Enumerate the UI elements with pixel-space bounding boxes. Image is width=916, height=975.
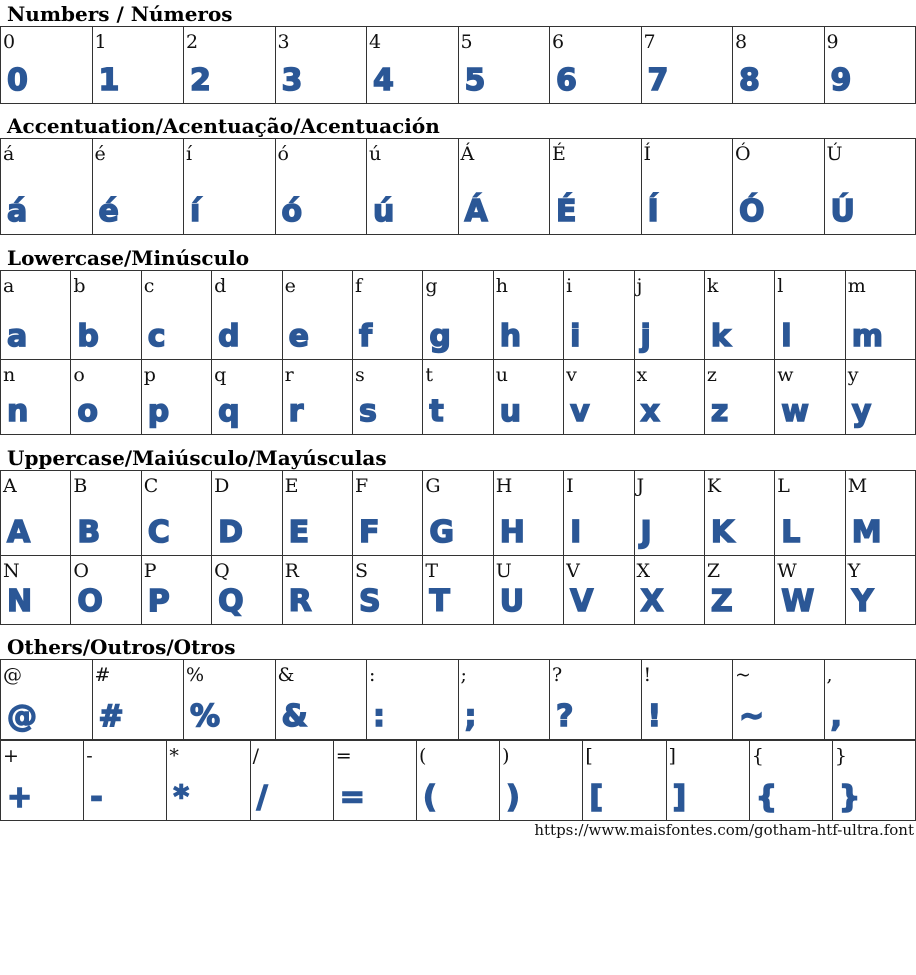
glyph-cell (493, 556, 563, 624)
glyph-cell (458, 660, 550, 739)
glyph-sample: B (77, 515, 101, 550)
glyph-label: # (94, 664, 111, 686)
glyph-cell (704, 471, 774, 555)
glyph-sample: d (218, 319, 240, 354)
glyph-label: 0 (3, 31, 16, 53)
glyph-sample: í (190, 194, 201, 229)
glyph-label: k (706, 275, 719, 297)
glyph-label: é (94, 143, 106, 165)
glyph-cell (83, 741, 166, 820)
glyph-sample: t (429, 394, 444, 429)
glyph-label: } (834, 745, 847, 767)
glyph-cell (549, 27, 641, 103)
glyph-cell (282, 360, 352, 434)
glyph-sample: y (851, 394, 872, 429)
glyph-cell (458, 139, 550, 234)
glyph-label: H (495, 475, 513, 497)
glyph-cell (563, 471, 633, 555)
glyph-label: W (777, 560, 797, 582)
glyph-sample: - (90, 780, 103, 815)
glyph-label: j (636, 275, 643, 297)
glyph-label: Q (214, 560, 230, 582)
glyph-sample: x (640, 394, 660, 429)
glyph-cell (183, 139, 275, 234)
glyph-sample: N (7, 584, 33, 619)
glyph-label: E (284, 475, 299, 497)
glyph-cell (824, 139, 916, 234)
glyph-sample: , (830, 699, 842, 734)
glyph-label: ú (369, 143, 382, 165)
glyph-label: y (847, 364, 859, 386)
glyph-label: g (425, 275, 438, 297)
glyph-cell (0, 556, 70, 624)
glyph-sample: Y (851, 584, 874, 619)
glyph-sample: = (339, 780, 365, 815)
glyph-cell (549, 660, 641, 739)
glyph-sample: b (77, 319, 99, 354)
glyph-cell (211, 360, 281, 434)
glyph-sample: w (781, 394, 810, 429)
glyph-sample: & (281, 699, 308, 734)
glyph-sample: h (499, 319, 522, 354)
section-heading: Numbers / Números (7, 2, 233, 26)
glyph-cell (211, 556, 281, 624)
glyph-row (0, 359, 916, 435)
glyph-label: V (566, 560, 580, 582)
glyph-sample: Q (218, 584, 244, 619)
glyph-sample: G (429, 515, 454, 550)
glyph-sample: ? (556, 699, 574, 734)
glyph-sample: C (147, 515, 170, 550)
glyph-cell (666, 741, 749, 820)
glyph-cell (352, 271, 422, 359)
glyph-sample: K (710, 515, 735, 550)
glyph-sample: L (781, 515, 801, 550)
glyph-sample: i (570, 319, 581, 354)
glyph-cell (563, 556, 633, 624)
glyph-label: B (73, 475, 88, 497)
section-heading: Accentuation/Acentuação/Acentuación (7, 114, 440, 138)
glyph-sample: s (358, 394, 377, 429)
glyph-label: / (252, 745, 259, 767)
glyph-label: T (425, 560, 439, 582)
glyph-sample: J (640, 515, 652, 550)
glyph-cell (641, 660, 733, 739)
glyph-label: J (636, 475, 645, 497)
glyph-label: w (777, 364, 794, 386)
glyph-label: G (425, 475, 441, 497)
glyph-cell (275, 139, 367, 234)
glyph-label: s (354, 364, 365, 386)
glyph-label: 1 (94, 31, 107, 53)
glyph-label: 4 (369, 31, 382, 53)
glyph-label: , (826, 664, 833, 686)
glyph-label: a (3, 275, 15, 297)
glyph-label: ó (277, 143, 289, 165)
glyph-label: F (354, 475, 369, 497)
glyph-cell (141, 360, 211, 434)
glyph-sample: T (429, 584, 450, 619)
glyph-sample: 4 (373, 63, 394, 98)
glyph-label: r (284, 364, 294, 386)
glyph-row (0, 270, 916, 360)
glyph-cell (634, 271, 704, 359)
glyph-sample: 5 (464, 63, 486, 98)
glyph-label: m (847, 275, 866, 297)
section-heading: Others/Outros/Otros (7, 635, 236, 659)
glyph-cell (183, 660, 275, 739)
glyph-label: ( (418, 745, 427, 767)
glyph-cell (549, 139, 641, 234)
glyph-label: 7 (643, 31, 656, 53)
glyph-cell (824, 27, 916, 103)
glyph-cell (641, 139, 733, 234)
glyph-label: S (354, 560, 368, 582)
glyph-cell (774, 471, 844, 555)
glyph-cell (92, 27, 184, 103)
glyph-cell (250, 741, 333, 820)
glyph-cell (0, 271, 70, 359)
glyph-sample: Ú (830, 194, 855, 229)
glyph-sample: É (556, 194, 577, 229)
glyph-label: u (495, 364, 508, 386)
glyph-cell (634, 556, 704, 624)
glyph-label: x (636, 364, 648, 386)
glyph-cell (141, 556, 211, 624)
glyph-cell (282, 471, 352, 555)
glyph-sample: ó (281, 194, 303, 229)
glyph-label: ] (668, 745, 676, 767)
glyph-sample: v (570, 394, 590, 429)
glyph-sample: 3 (281, 63, 303, 98)
glyph-sample: : (373, 699, 385, 734)
glyph-cell (493, 471, 563, 555)
glyph-sample: p (147, 394, 170, 429)
glyph-sample: Í (647, 194, 659, 229)
glyph-cell (166, 741, 249, 820)
glyph-sample: 2 (190, 63, 211, 98)
glyph-sample: z (710, 394, 729, 429)
glyph-label: 6 (552, 31, 565, 53)
glyph-label: n (3, 364, 16, 386)
glyph-label: & (277, 664, 295, 686)
glyph-sample: F (358, 515, 380, 550)
glyph-cell (141, 271, 211, 359)
glyph-cell (0, 139, 92, 234)
glyph-label: 5 (460, 31, 473, 53)
glyph-cell (92, 139, 184, 234)
glyph-sample: [ (589, 780, 604, 815)
glyph-row (0, 138, 916, 235)
glyph-cell (824, 660, 916, 739)
glyph-label: e (284, 275, 296, 297)
glyph-cell (704, 271, 774, 359)
glyph-label: A (3, 475, 17, 497)
glyph-cell (211, 271, 281, 359)
glyph-sample: é (98, 194, 119, 229)
glyph-cell (634, 360, 704, 434)
glyph-cell (352, 556, 422, 624)
glyph-cell (774, 271, 844, 359)
glyph-label: = (335, 745, 352, 767)
glyph-cell (183, 27, 275, 103)
source-url: https://www.maisfontes.com/gotham-htf-ultra.font (534, 821, 914, 839)
glyph-sample: r (288, 394, 304, 429)
glyph-label: P (143, 560, 157, 582)
glyph-cell (732, 139, 824, 234)
glyph-cell (275, 27, 367, 103)
glyph-label: q (214, 364, 227, 386)
glyph-cell (416, 741, 499, 820)
glyph-label: [ (585, 745, 593, 767)
glyph-cell (366, 660, 458, 739)
glyph-label: d (214, 275, 227, 297)
glyph-cell (282, 556, 352, 624)
glyph-label: 3 (277, 31, 290, 53)
glyph-cell (704, 360, 774, 434)
glyph-cell (704, 556, 774, 624)
glyph-cell (493, 360, 563, 434)
glyph-label: @ (3, 664, 22, 686)
glyph-row (0, 26, 916, 104)
glyph-cell (832, 741, 916, 820)
glyph-cell (563, 271, 633, 359)
glyph-label: % (186, 664, 205, 686)
glyph-cell (0, 360, 70, 434)
glyph-cell (845, 471, 916, 555)
glyph-sample: 7 (647, 63, 669, 98)
glyph-row (0, 470, 916, 556)
glyph-label: c (143, 275, 155, 297)
glyph-label: Á (460, 143, 475, 165)
glyph-label: v (566, 364, 577, 386)
glyph-sample: R (288, 584, 312, 619)
glyph-label: ; (460, 664, 467, 686)
glyph-label: l (777, 275, 784, 297)
glyph-sample: 0 (7, 63, 28, 98)
glyph-label: M (847, 475, 868, 497)
glyph-sample: f (358, 319, 373, 354)
glyph-label: N (3, 560, 20, 582)
glyph-label: z (706, 364, 717, 386)
glyph-label: K (706, 475, 722, 497)
glyph-cell (70, 471, 140, 555)
glyph-label: f (354, 275, 362, 297)
glyph-cell (0, 660, 92, 739)
glyph-label: t (425, 364, 433, 386)
glyph-label: D (214, 475, 230, 497)
glyph-sample: I (570, 515, 582, 550)
glyph-cell (634, 471, 704, 555)
glyph-sample: ! (647, 699, 662, 734)
glyph-label: ! (643, 664, 652, 686)
glyph-sample: X (640, 584, 664, 619)
glyph-cell (282, 271, 352, 359)
glyph-sample: E (288, 515, 310, 550)
glyph-sample: / (256, 780, 268, 815)
glyph-cell (0, 27, 92, 103)
glyph-label: I (566, 475, 574, 497)
glyph-label: o (73, 364, 85, 386)
glyph-sample: Á (464, 194, 488, 229)
glyph-label: Ó (735, 143, 751, 165)
glyph-sample: ú (373, 194, 395, 229)
glyph-label: Ú (826, 143, 843, 165)
glyph-cell (92, 660, 184, 739)
glyph-label: { (751, 745, 764, 767)
glyph-label: 9 (826, 31, 839, 53)
glyph-cell (749, 741, 832, 820)
glyph-cell (774, 556, 844, 624)
glyph-sample: A (7, 515, 31, 550)
glyph-sample: o (77, 394, 99, 429)
glyph-sample: ( (422, 780, 437, 815)
glyph-cell (333, 741, 416, 820)
glyph-label: U (495, 560, 512, 582)
glyph-sample: j (640, 319, 651, 354)
glyph-cell (732, 27, 824, 103)
glyph-sample: ~ (739, 699, 765, 734)
glyph-sample: e (288, 319, 309, 354)
glyph-cell (774, 360, 844, 434)
glyph-label: á (3, 143, 15, 165)
glyph-label: b (73, 275, 86, 297)
glyph-row (0, 555, 916, 625)
glyph-cell (352, 360, 422, 434)
glyph-sample: ; (464, 699, 477, 734)
glyph-cell (563, 360, 633, 434)
glyph-cell (0, 471, 70, 555)
glyph-sample: # (98, 699, 124, 734)
glyph-sample: { (755, 780, 778, 815)
glyph-row (0, 740, 916, 821)
glyph-cell (493, 271, 563, 359)
glyph-label: 8 (735, 31, 748, 53)
glyph-sample: * (173, 780, 190, 815)
glyph-sample: M (851, 515, 882, 550)
glyph-sample: V (570, 584, 594, 619)
glyph-sample: u (499, 394, 522, 429)
glyph-label: - (86, 745, 93, 767)
glyph-label: 2 (186, 31, 199, 53)
glyph-label: Z (706, 560, 721, 582)
glyph-cell (845, 556, 916, 624)
glyph-sample: H (499, 515, 525, 550)
glyph-sample: } (838, 780, 861, 815)
glyph-cell (70, 556, 140, 624)
glyph-label: : (369, 664, 376, 686)
glyph-label: Í (643, 143, 652, 165)
glyph-label: Y (847, 560, 861, 582)
glyph-cell (70, 360, 140, 434)
glyph-sample: + (7, 780, 33, 815)
glyph-sample: ) (506, 780, 520, 815)
glyph-cell (422, 360, 492, 434)
glyph-cell (211, 471, 281, 555)
glyph-cell (641, 27, 733, 103)
glyph-cell (422, 271, 492, 359)
glyph-cell (275, 660, 367, 739)
section-heading: Lowercase/Minúsculo (7, 246, 250, 270)
glyph-sample: 9 (830, 63, 852, 98)
glyph-sample: c (147, 319, 166, 354)
glyph-cell (845, 271, 916, 359)
glyph-label: O (73, 560, 89, 582)
glyph-sample: @ (7, 699, 37, 734)
glyph-cell (732, 660, 824, 739)
glyph-sample: Z (710, 584, 733, 619)
glyph-sample: k (710, 319, 731, 354)
glyph-label: + (3, 745, 19, 767)
glyph-label: R (284, 560, 299, 582)
glyph-cell (141, 471, 211, 555)
glyph-label: X (636, 560, 651, 582)
glyph-sample: á (7, 194, 28, 229)
glyph-sample: n (7, 394, 29, 429)
glyph-cell (458, 27, 550, 103)
glyph-sample: l (781, 319, 792, 354)
glyph-sample: 8 (739, 63, 760, 98)
glyph-label: * (169, 745, 179, 767)
glyph-cell (422, 471, 492, 555)
glyph-sample: O (77, 584, 103, 619)
glyph-cell (499, 741, 582, 820)
glyph-sample: U (499, 584, 525, 619)
glyph-sample: D (218, 515, 244, 550)
glyph-label: ~ (735, 664, 751, 686)
glyph-cell (366, 139, 458, 234)
glyph-sample: S (358, 584, 381, 619)
glyph-cell (352, 471, 422, 555)
glyph-cell (366, 27, 458, 103)
glyph-label: C (143, 475, 159, 497)
glyph-sample: P (147, 584, 170, 619)
glyph-cell (582, 741, 665, 820)
glyph-label: í (186, 143, 193, 165)
glyph-sample: 1 (98, 63, 120, 98)
glyph-row (0, 659, 916, 740)
glyph-sample: W (781, 584, 815, 619)
glyph-label: h (495, 275, 508, 297)
glyph-label: i (566, 275, 573, 297)
glyph-sample: a (7, 319, 28, 354)
glyph-cell (845, 360, 916, 434)
glyph-sample: 6 (556, 63, 577, 98)
glyph-cell (70, 271, 140, 359)
glyph-label: É (552, 143, 566, 165)
glyph-cell (0, 741, 83, 820)
glyph-label: ? (552, 664, 563, 686)
glyph-sample: q (218, 394, 240, 429)
glyph-label: p (143, 364, 156, 386)
glyph-sample: m (851, 319, 883, 354)
glyph-sample: g (429, 319, 451, 354)
glyph-label: ) (502, 745, 510, 767)
glyph-cell (422, 556, 492, 624)
glyph-sample: % (190, 699, 221, 734)
section-heading: Uppercase/Maiúsculo/Mayúsculas (7, 446, 387, 470)
glyph-sample: Ó (739, 194, 765, 229)
glyph-label: L (777, 475, 790, 497)
glyph-sample: ] (672, 780, 687, 815)
